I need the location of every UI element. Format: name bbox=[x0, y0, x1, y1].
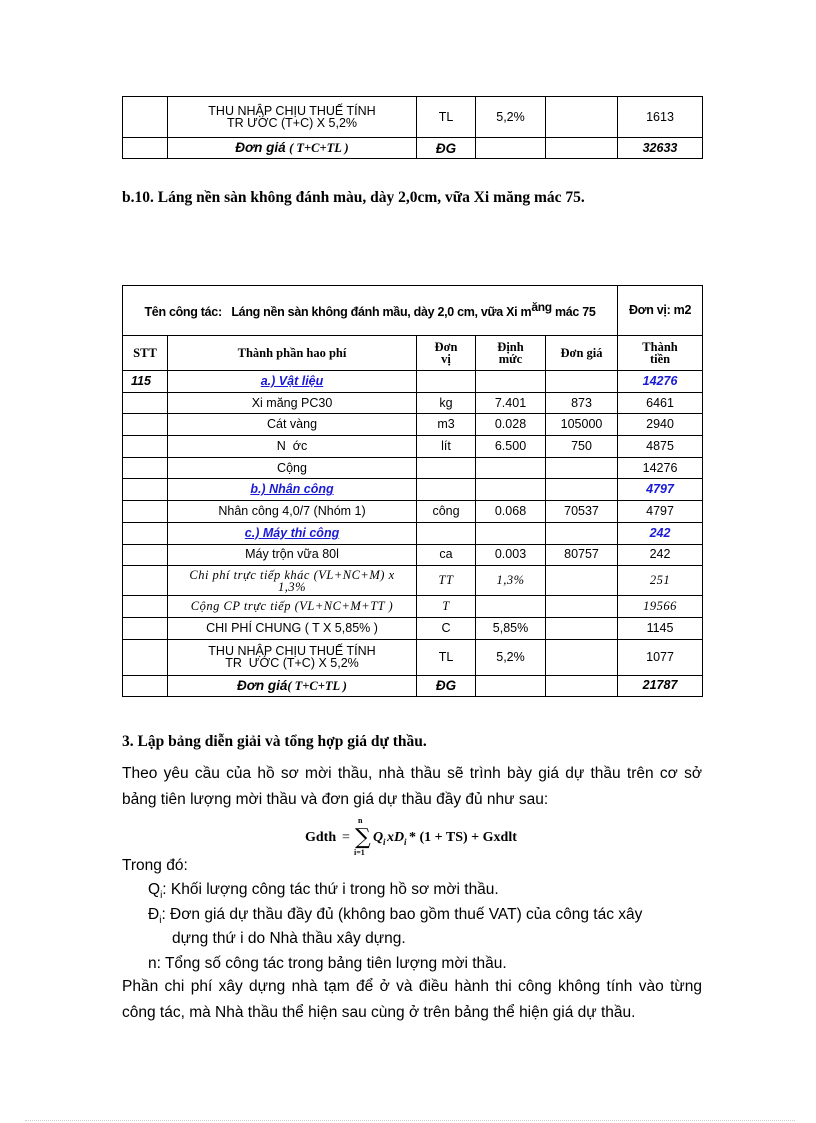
table-row bbox=[123, 138, 703, 159]
section-heading-3: 3. Lập bảng diễn giải và tổng hợp giá dự thầu. bbox=[122, 733, 427, 750]
definition-d-cont: dựng thứ i do Nhà thầu xây dựng. bbox=[172, 930, 406, 947]
unit-cell: TL bbox=[417, 97, 476, 138]
header-amount: Thành tiền bbox=[618, 336, 703, 371]
amount-cell: 1077 bbox=[618, 639, 703, 675]
unit-cell: công bbox=[417, 501, 476, 523]
definition-n: n: Tổng số công tác trong bảng tiên lượng mời thầu. bbox=[148, 955, 507, 972]
formula-lhs: Gdth bbox=[305, 830, 337, 845]
unit-cell: C bbox=[417, 617, 476, 639]
where-label: Trong đó: bbox=[122, 857, 188, 874]
definition-d: $Đ_i$: Đơn giá dự thầu đầy đủ (không bao gồm thuế VAT) của công tác xây bbox=[148, 906, 643, 927]
amount-cell: 4797 bbox=[618, 501, 703, 523]
price-cell: 105000 bbox=[546, 414, 618, 436]
amount-cell: 32633 bbox=[618, 138, 703, 159]
item-name: THU NHẬP CHỊU THUẾ TÍNH TR ƯỚC (T+C) X 5,2% bbox=[168, 639, 417, 675]
section-row-materials bbox=[123, 371, 703, 393]
section-total: 14276 bbox=[618, 371, 703, 393]
unit-cell: ca bbox=[417, 544, 476, 566]
stt-cell: 115 bbox=[123, 371, 168, 393]
norm-cell: 7.401 bbox=[476, 392, 546, 414]
table-row bbox=[123, 392, 703, 414]
rate-cell bbox=[476, 138, 546, 159]
header-stt: STT bbox=[123, 336, 168, 371]
work-title: Tên công tác: Láng nền sàn không đánh mầu, dày 2,0 cm, vữa Xi $m^{ăng}$ mác 75 bbox=[123, 286, 618, 336]
price-cell: 80757 bbox=[546, 544, 618, 566]
amount-cell: 21787 bbox=[618, 675, 703, 697]
amount-cell: 1613 bbox=[618, 97, 703, 138]
section-label: b.) Nhân công bbox=[168, 479, 417, 501]
definition-q: $Q_i$: Khối lượng công tác thứ i trong hồ sơ mời thầu. bbox=[148, 881, 499, 902]
formula-lower-limit: i=1 bbox=[354, 848, 365, 857]
amount-cell: 14276 bbox=[618, 457, 703, 479]
item-name: Đơn giá( T+C+TL ) bbox=[168, 675, 417, 697]
formula-upper-limit: n bbox=[358, 816, 363, 825]
unit-cell: TT bbox=[417, 566, 476, 596]
item-name: Nhân công 4,0/7 (Nhóm 1) bbox=[168, 501, 417, 523]
intro-paragraph: Theo yêu cầu của hồ sơ mời thầu, nhà thầu sẽ trình bày giá dự thầu trên cơ sở bảng tiên lượng mời thầu và đơn giá dự thầu đầy đủ như sau: bbox=[122, 765, 702, 808]
unit-cell: lít bbox=[417, 436, 476, 458]
table-row bbox=[123, 596, 703, 618]
amount-cell: 6461 bbox=[618, 392, 703, 414]
stt-cell bbox=[123, 97, 168, 138]
table-row bbox=[123, 414, 703, 436]
formula-q: Q bbox=[373, 830, 384, 845]
unit-cell: ĐG bbox=[417, 138, 476, 159]
header-component: Thành phần hao phí bbox=[168, 336, 417, 371]
norm-cell: 0.003 bbox=[476, 544, 546, 566]
unit-cell: TL bbox=[417, 639, 476, 675]
formula-tail: * (1 + TS) + Gxdlt bbox=[409, 830, 517, 845]
table-row bbox=[123, 436, 703, 458]
item-name: Xi măng PC30 bbox=[168, 392, 417, 414]
price-cell: 873 bbox=[546, 392, 618, 414]
price-cell: 70537 bbox=[546, 501, 618, 523]
section-row-machine bbox=[123, 522, 703, 544]
amount-cell: 1145 bbox=[618, 617, 703, 639]
table-header-row bbox=[123, 336, 703, 371]
item-name: Cộng CP trực tiếp (VL+NC+M+TT ) bbox=[168, 596, 417, 618]
item-name: Đơn giá ( T+C+TL ) bbox=[168, 138, 417, 159]
unit-price-analysis-table bbox=[122, 285, 703, 697]
summation-icon: ∑ bbox=[355, 825, 371, 850]
section-total: 4797 bbox=[618, 479, 703, 501]
table-row bbox=[123, 97, 703, 138]
amount-cell: 4875 bbox=[618, 436, 703, 458]
price-cell: 750 bbox=[546, 436, 618, 458]
unit-cell: kg bbox=[417, 392, 476, 414]
unit-title: Đơn vị: m2 bbox=[618, 286, 703, 336]
section-label: a.) Vật liệu bbox=[168, 371, 417, 393]
cost-table-continued bbox=[122, 96, 703, 159]
section-row-labor bbox=[123, 479, 703, 501]
section-total: 242 bbox=[618, 522, 703, 544]
unit-cell: ĐG bbox=[417, 675, 476, 697]
table-row bbox=[123, 617, 703, 639]
header-unit: Đơn vị bbox=[417, 336, 476, 371]
norm-cell: 0.028 bbox=[476, 414, 546, 436]
table-row bbox=[123, 566, 703, 596]
unit-cell: m3 bbox=[417, 414, 476, 436]
item-name: CHI PHÍ CHUNG ( T X 5,85% ) bbox=[168, 617, 417, 639]
table-row bbox=[123, 544, 703, 566]
item-name: THU NHẬP CHỊU THUẾ TÍNH TR ƯỚC (T+C) X 5,2% bbox=[168, 97, 417, 138]
item-name: Chi phí trực tiếp khác (VL+NC+M) x 1,3% bbox=[168, 566, 417, 596]
closing-paragraph: Phần chi phí xây dựng nhà tạm để ở và điều hành thi công không tính vào từng công tác, mà Nhà thầu thể hiện sau cùng ở trên bảng thể hiện giá dự thầu. bbox=[122, 978, 702, 1021]
item-name: Máy trộn vữa 80l bbox=[168, 544, 417, 566]
table-row bbox=[123, 501, 703, 523]
rate-cell: 1,3% bbox=[476, 566, 546, 596]
bid-price-formula bbox=[305, 815, 545, 857]
norm-cell: 0.068 bbox=[476, 501, 546, 523]
item-name: Cát vàng bbox=[168, 414, 417, 436]
rate-cell: 5,85% bbox=[476, 617, 546, 639]
formula-xd: xD bbox=[387, 830, 405, 845]
amount-cell: 19566 bbox=[618, 596, 703, 618]
table-row-unit-price bbox=[123, 675, 703, 697]
stt-cell bbox=[123, 138, 168, 159]
price-cell bbox=[546, 138, 618, 159]
table-row bbox=[123, 639, 703, 675]
amount-cell: 251 bbox=[618, 566, 703, 596]
amount-cell: 2940 bbox=[618, 414, 703, 436]
rate-cell: 5,2% bbox=[476, 97, 546, 138]
amount-cell: 242 bbox=[618, 544, 703, 566]
table-row bbox=[123, 457, 703, 479]
rate-cell: 5,2% bbox=[476, 639, 546, 675]
section-heading-b10: b.10. Láng nền sàn không đánh màu, dày 2,0cm, vữa Xi măng mác 75. bbox=[122, 189, 585, 206]
formula-q-sub: i bbox=[383, 837, 386, 847]
item-name: Cộng bbox=[168, 457, 417, 479]
formula-d-sub: i bbox=[404, 837, 407, 847]
price-cell bbox=[546, 97, 618, 138]
item-name: N ớc bbox=[168, 436, 417, 458]
unit-cell: T bbox=[417, 596, 476, 618]
page-bottom-divider bbox=[25, 1120, 795, 1121]
section-label: c.) Máy thi công bbox=[168, 522, 417, 544]
header-price: Đơn giá bbox=[546, 336, 618, 371]
header-norm: Định mức bbox=[476, 336, 546, 371]
formula-equals: = bbox=[342, 830, 350, 845]
table-title-row bbox=[123, 286, 703, 336]
norm-cell: 6.500 bbox=[476, 436, 546, 458]
